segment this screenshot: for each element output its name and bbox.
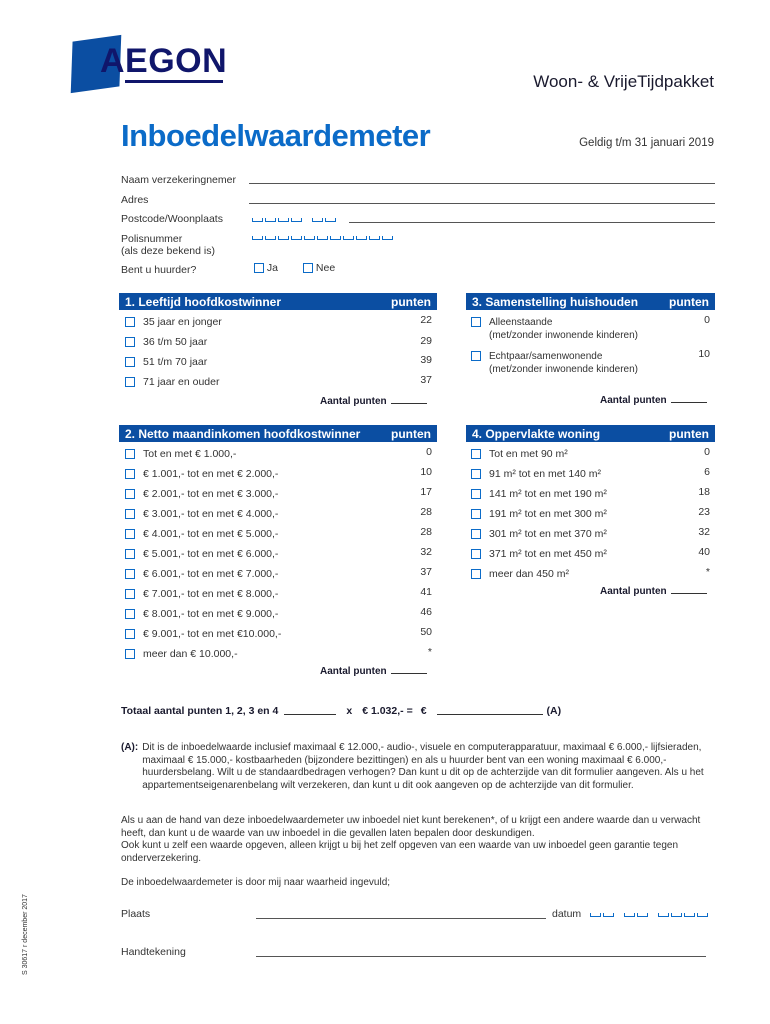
checkbox[interactable] [125,629,135,639]
checkbox[interactable] [303,263,313,273]
checkbox[interactable] [125,357,135,367]
option-points: 39 [420,354,432,366]
section-age-title: 1. Leeftijd hoofdkostwinner [125,294,282,309]
option-label: 71 jaar en ouder [143,376,220,388]
surface-option-4[interactable] [471,528,607,540]
option-label: € 3.001,- tot en met € 4.000,- [143,508,279,520]
income-option-2[interactable] [125,488,278,500]
place-label: Plaats [121,908,151,920]
surface-option-6[interactable] [471,568,569,580]
option-label: 371 m² tot en met 450 m² [489,548,607,560]
income-option-7[interactable] [125,588,278,600]
option-label: meer dan € 10.000,- [143,648,238,660]
age-total[interactable] [320,396,427,407]
option-points: 10 [420,466,432,478]
valid-until: Geldig t/m 31 januari 2019 [579,137,714,149]
checkbox[interactable] [125,509,135,519]
option-label: Tot en met € 1.000,- [143,448,237,460]
checkbox[interactable] [125,489,135,499]
checkbox[interactable] [471,509,481,519]
option-points: 0 [426,446,432,458]
checkbox[interactable] [471,351,481,361]
option-points: 37 [420,374,432,386]
income-option-9[interactable] [125,628,281,640]
option-label: 141 m² tot en met 190 m² [489,488,607,500]
option-points: * [427,646,432,658]
points-header: punten [391,294,431,309]
option-points: 37 [420,566,432,578]
points-header: punten [669,294,709,309]
section-household-header [466,293,715,310]
factor: € 1.032,- = [362,705,413,717]
option-points: 10 [698,348,710,360]
note-p2: Als u aan de hand van deze inboedelwaardemeter uw inboedel niet kunt berekenen*, of u krijgt een andere waarde dan u verwacht heeft, dan kunt u de waarde van uw inboedel in die gevallen laten bepalen door deskundigen. [121,815,701,839]
option-points: 23 [698,506,710,518]
option-sub: (met/zonder inwonende kinderen) [489,364,638,375]
option-label: 191 m² tot en met 300 m² [489,508,607,520]
points-header: punten [391,426,431,441]
age-option-0[interactable] [125,316,222,328]
option-label: 301 m² tot en met 370 m² [489,528,607,540]
age-option-1[interactable] [125,336,207,348]
option-points: 32 [420,546,432,558]
total-label: Aantal punten [320,666,387,677]
package-title: Woon- & VrijeTijdpakket [533,72,714,91]
tenant-yes[interactable] [254,262,278,274]
date-field[interactable] [590,913,708,917]
tenant-label: Bent u huurder? [121,264,197,276]
option-points: 28 [420,506,432,518]
note-a [121,742,721,792]
marker-a: (A) [546,705,562,717]
option-label: € 7.001,- tot en met € 8.000,- [143,588,279,600]
checkbox[interactable] [125,569,135,579]
section-household-title: 3. Samenstelling huishouden [472,294,639,309]
option-points: 0 [704,446,710,458]
note-a-label: (A): [121,742,139,753]
option-label: 51 t/m 70 jaar [143,356,208,368]
checkbox[interactable] [125,469,135,479]
option-points: 18 [698,486,710,498]
income-option-3[interactable] [125,508,278,520]
checkbox[interactable] [254,263,264,273]
declaration: De inboedelwaardemeter is door mij naar waarheid ingevuld; [121,877,391,888]
date-label: datum [552,908,582,920]
surface-option-2[interactable] [471,488,607,500]
option-label: 91 m² tot en met 140 m² [489,468,602,480]
city-field[interactable] [349,222,715,223]
checkbox[interactable] [125,529,135,539]
surface-option-5[interactable] [471,548,607,560]
checkbox[interactable] [125,589,135,599]
option-label: Alleenstaande [489,317,553,328]
address-field[interactable] [249,203,715,204]
name-label: Naam verzekeringnemer [121,174,236,186]
checkbox[interactable] [125,549,135,559]
option-points: 50 [420,626,432,638]
signature-label: Handtekening [121,946,186,958]
policy-note: (als deze bekend is) [121,245,215,257]
points-header: punten [669,426,709,441]
option-label: € 9.001,- tot en met €10.000,- [143,628,282,640]
option-sub: (met/zonder inwonende kinderen) [489,330,638,341]
total-value-field[interactable] [437,714,543,715]
address-label: Adres [121,194,149,206]
total-points-field[interactable] [284,714,336,715]
name-field[interactable] [249,183,715,184]
option-points: 22 [420,314,432,326]
option-points: 40 [698,546,710,558]
option-points: 28 [420,526,432,538]
logo: AEGON [100,42,228,80]
option-points: 29 [420,335,432,347]
household-total[interactable] [600,395,707,406]
surface-option-3[interactable] [471,508,607,520]
section-surface-title: 4. Oppervlakte woning [472,426,601,441]
option-points: 46 [420,606,432,618]
policy-label: Polisnummer [121,233,183,245]
income-option-4[interactable] [125,528,278,540]
postcode-field[interactable] [252,218,336,222]
option-points: 0 [704,314,710,326]
checkbox[interactable] [125,449,135,459]
section-age-header [119,293,437,310]
income-option-5[interactable] [125,548,278,560]
checkbox[interactable] [125,337,135,347]
place-field[interactable] [256,918,546,919]
checkbox[interactable] [471,549,481,559]
checkbox[interactable] [471,529,481,539]
signature-field[interactable] [256,956,706,957]
yes-label: Ja [266,262,279,274]
total-row [121,705,561,717]
policy-field[interactable] [252,236,393,240]
checkbox[interactable] [471,317,481,327]
currency: € [420,705,427,717]
checkbox[interactable] [125,609,135,619]
surface-total[interactable] [600,586,707,597]
option-points: 17 [420,486,432,498]
total-label: Aantal punten [320,396,387,407]
checkbox[interactable] [471,449,481,459]
option-points: * [705,566,710,578]
income-option-8[interactable] [125,608,278,620]
option-label: Echtpaar/samenwonende [489,351,603,362]
option-label: Tot en met 90 m² [489,448,568,460]
option-label: € 5.001,- tot en met € 6.000,- [143,548,279,560]
postcode-label: Postcode/Woonplaats [121,213,223,225]
logo-underline [125,80,223,83]
household-option-1[interactable] [471,350,638,376]
surface-option-1[interactable] [471,468,601,480]
total-label: Totaal aantal punten 1, 2, 3 en 4 [121,705,279,717]
income-option-1[interactable] [125,468,278,480]
checkbox[interactable] [125,317,135,327]
checkbox[interactable] [471,569,481,579]
no-label: Nee [315,262,336,274]
total-label: Aantal punten [600,586,667,597]
section-income-header [119,425,437,442]
option-label: 35 jaar en jonger [143,316,222,328]
section-income-title: 2. Netto maandinkomen hoofdkostwinner [125,426,361,441]
income-option-10[interactable] [125,648,238,660]
section-surface-header [466,425,715,442]
income-total[interactable] [320,666,427,677]
tenant-no[interactable] [303,262,335,274]
option-label: € 1.001,- tot en met € 2.000,- [143,468,279,480]
option-label: € 8.001,- tot en met € 9.000,- [143,608,279,620]
form-code: S 30617 r december 2017 [22,894,29,975]
option-points: 6 [704,466,710,478]
option-label: 36 t/m 50 jaar [143,336,208,348]
household-option-0[interactable] [471,316,638,342]
checkbox[interactable] [471,469,481,479]
checkbox[interactable] [125,649,135,659]
checkbox[interactable] [125,377,135,387]
option-label: meer dan 450 m² [489,568,569,580]
checkbox[interactable] [471,489,481,499]
age-option-3[interactable] [125,376,219,388]
note-p3: Ook kunt u zelf een waarde opgeven, alleen krijgt u bij het zelf opgeven van een waarde van uw inboedel geen garantie tegen onderverzekering. [121,840,679,864]
age-option-2[interactable] [125,356,207,368]
income-option-0[interactable] [125,448,236,460]
total-label: Aantal punten [600,395,667,406]
surface-option-0[interactable] [471,448,568,460]
option-points: 32 [698,526,710,538]
income-option-6[interactable] [125,568,278,580]
option-label: € 6.001,- tot en met € 7.000,- [143,568,279,580]
note-a-text: Dit is de inboedelwaarde inclusief maximaal € 12.000,- audio-, visuele en computerapparatuur, maximaal € 6.000,- lijfsieraden, maximaal € 15.000,- kostbaarheden (bijzondere bezittingen) en als u huurder bent van een woning maximaal € 6.000,- huurdersbelang. Wilt u de standaardbedragen verhogen? Dan kunt u dit op de achterzijde van dit formulier aangeven. Als u het appartementseigenarenbelang wilt verzekeren, dan kunt u dit ook aangeven op de achterzijde van dit formulier. [142,742,704,791]
option-label: € 2.001,- tot en met € 3.000,- [143,488,279,500]
page-title: Inboedelwaardemeter [121,118,431,153]
option-label: € 4.001,- tot en met € 5.000,- [143,528,279,540]
option-points: 41 [420,586,432,598]
multiply-sign: x [346,705,353,717]
